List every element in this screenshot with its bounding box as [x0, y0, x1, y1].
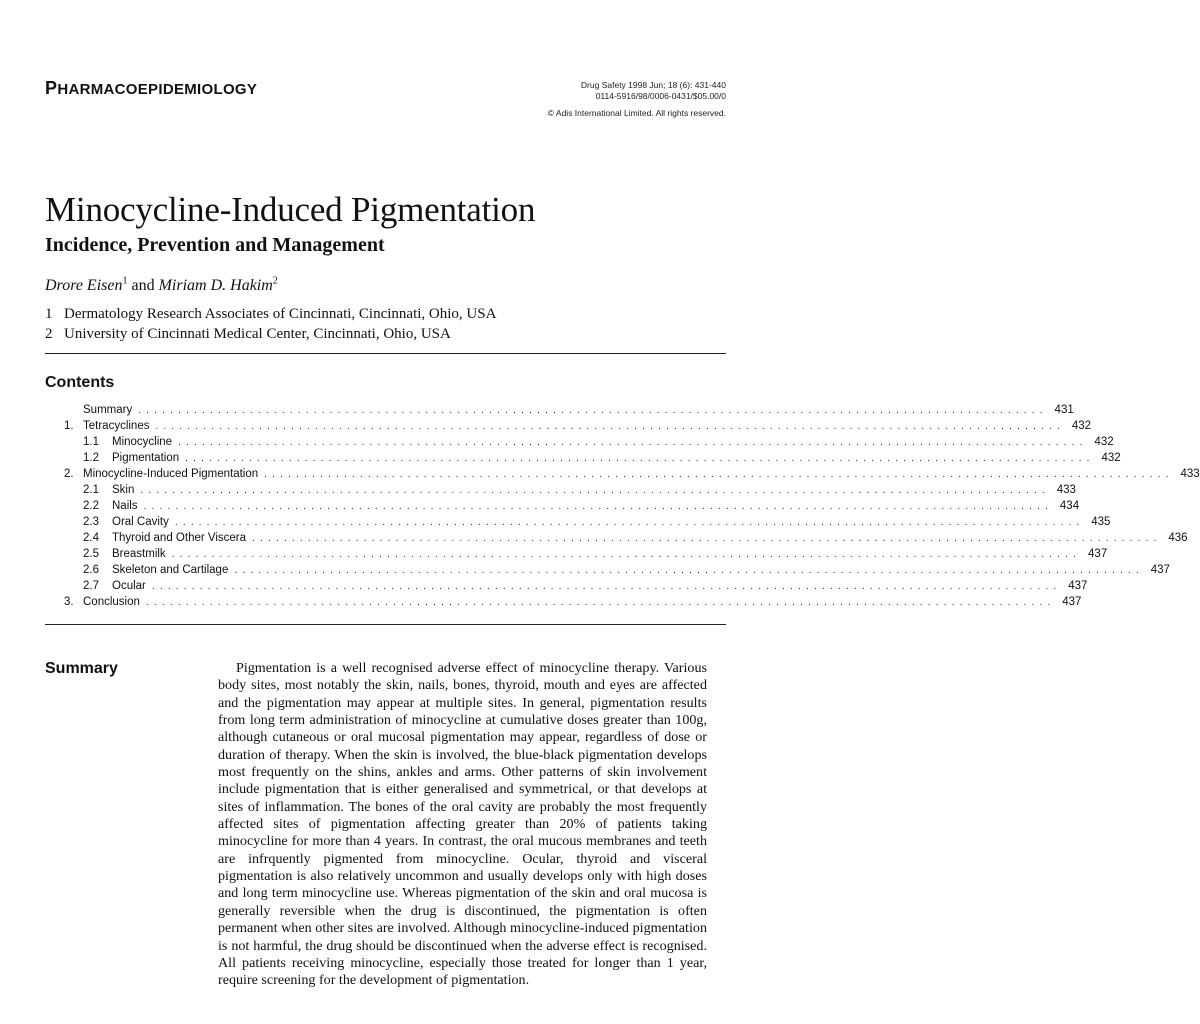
toc-page: 432: [1101, 452, 1121, 464]
affiliation-number: 2: [45, 326, 53, 342]
toc-number: 1.2: [83, 452, 99, 464]
copyright-notice: © Adis International Limited. All rights reserved.: [547, 108, 726, 118]
toc-entry-thyroid[interactable]: [64, 530, 1188, 546]
toc-page: 436: [1168, 532, 1188, 544]
toc-leader: ..................................................................................................................: [174, 517, 1085, 528]
toc-leader: ..................................................................................................................: [155, 421, 1065, 432]
toc-entry-tetracyclines[interactable]: [64, 418, 1091, 434]
toc-number: 2.3: [83, 516, 99, 528]
toc-label: Skin: [112, 484, 135, 496]
toc-entry-summary[interactable]: [64, 402, 1074, 418]
toc-leader: ..................................................................................................................: [178, 437, 1088, 448]
section-initial: P: [45, 78, 58, 98]
toc-number: 1.: [64, 420, 74, 432]
toc-number: 2.5: [83, 548, 99, 560]
toc-label: Pigmentation: [112, 452, 180, 464]
toc-page: 432: [1094, 436, 1114, 448]
toc-leader: ..................................................................................................................: [234, 565, 1144, 576]
summary-paragraph: Pigmentation is a well recognised adverse effect of minocycline therapy. Various body sites, most notably the skin, nails, bones, thyroid, mouth and eyes are affected and the pigmentation may appear at multiple sites. In general, pigmentation results from long term administration of minocycline at cumulative doses greater than 100g, although cutaneous or oral mucosal pigmentation may appear, regardless of dose or duration of therapy. When the skin is involved, the blue-black pigmentation develops most frequently on the shins, ankles and arms. Other patterns of skin involvement include pigmentation that is either generalised and symmetrical, or that develops at sites of inflammation. The bones of the oral cavity are probably the most frequently affected sites of pigmentation affecting greater than 20% of patients taking minocycline for more than 4 years. In contrast, the oral mucous membranes and teeth are infrquently pigmented from minocycline. Ocular, thyroid and visceral pigmentation is also relatively uncommon and usually develops only with high doses and long term minocycline use. Whereas pigmentation of the skin and oral mucosa is generally reversible when the drug is discontinued, the pigmentation is often permanent when other sites are involved. Although minocycline-induced pigmentation is not harmful, the drug should be discontinued when the adverse effect is recognised. All patients receiving minocycline, especially those treated for longer than 1 year, require screening for the development of pigmentation.: [218, 660, 707, 989]
toc-number: 2.2: [83, 500, 99, 512]
author-1-name: Drore Eisen: [45, 277, 123, 294]
toc-leader: ..................................................................................................................: [264, 469, 1174, 480]
toc-leader: ..................................................................................................................: [140, 485, 1050, 496]
toc-page: 437: [1062, 596, 1082, 608]
divider-top: [45, 353, 726, 354]
toc-leader: ..................................................................................................................: [145, 597, 1056, 608]
section-rest: HARMACOEPIDEMIOLOGY: [57, 81, 258, 98]
affiliations: [45, 304, 496, 344]
toc-entry-skeleton[interactable]: [64, 562, 1170, 578]
author-2-name: Miriam D. Hakim: [158, 277, 273, 294]
toc-label: Conclusion: [83, 596, 140, 608]
toc-number: 1.1: [83, 436, 99, 448]
toc-entry-minocycline[interactable]: [64, 434, 1114, 450]
toc-page: 431: [1054, 404, 1074, 416]
citation-block: [548, 80, 726, 119]
affiliation-1: [45, 304, 496, 324]
toc-page: 437: [1088, 548, 1108, 560]
toc-entry-pigmentation[interactable]: [64, 450, 1121, 466]
citation-line-1: Drug Safety 1998 Jun; 18 (6): 431-440: [580, 80, 726, 90]
toc-page: 433: [1180, 468, 1200, 480]
toc-label: Nails: [112, 500, 138, 512]
toc-entry-skin[interactable]: [64, 482, 1076, 498]
divider-bottom: [45, 624, 726, 625]
affiliation-2: [45, 324, 496, 344]
toc-entry-breastmilk[interactable]: [64, 546, 1108, 562]
toc-number: 3.: [64, 596, 74, 608]
toc-leader: ..................................................................................................................: [143, 501, 1054, 512]
toc-label: Minocycline: [112, 436, 173, 448]
toc-leader: ..................................................................................................................: [252, 533, 1162, 544]
toc-entry-oral-cavity[interactable]: [64, 514, 1111, 530]
toc-leader: ..................................................................................................................: [185, 453, 1095, 464]
toc-label: Tetracyclines: [83, 420, 150, 432]
citation-line-2: 0114-5916/98/0006-0431/$05.00/0: [595, 90, 726, 101]
article-subtitle: Incidence, Prevention and Management: [45, 234, 385, 256]
author-1-affil-mark: 1: [122, 275, 128, 287]
toc-label: Ocular: [112, 580, 146, 592]
toc-page: 437: [1068, 580, 1088, 592]
toc-label: Oral Cavity: [112, 516, 169, 528]
toc-number: 2.4: [83, 532, 99, 544]
toc-label: Thyroid and Other Viscera: [112, 532, 247, 544]
contents-heading: Contents: [45, 374, 115, 391]
toc-number: 2.7: [83, 580, 99, 592]
affiliation-number: 1: [45, 306, 53, 322]
author-2-affil-mark: 2: [272, 275, 278, 287]
toc-leader: ..................................................................................................................: [138, 405, 1048, 416]
author-separator: and: [127, 277, 159, 294]
toc-entry-ocular[interactable]: [64, 578, 1088, 594]
toc-page: 432: [1071, 420, 1091, 432]
toc-entry-conclusion[interactable]: [64, 594, 1082, 610]
article-title: Minocycline-Induced Pigmentation: [45, 190, 536, 229]
toc-label: Summary: [83, 404, 133, 416]
toc-number: 2.1: [83, 484, 99, 496]
summary-heading: Summary: [45, 660, 118, 677]
toc-label: Minocycline-Induced Pigmentation: [83, 468, 259, 480]
toc-entry-nails[interactable]: [64, 498, 1080, 514]
toc-page: 435: [1091, 516, 1111, 528]
toc-leader: ..................................................................................................................: [171, 549, 1082, 560]
toc-leader: ..................................................................................................................: [151, 581, 1062, 592]
toc-label: Breastmilk: [112, 548, 166, 560]
toc-number: 2.: [64, 468, 74, 480]
toc-page: 433: [1056, 484, 1076, 496]
affiliation-text: Dermatology Research Associates of Cincinnati, Cincinnati, Ohio, USA: [64, 306, 497, 322]
table-of-contents: [64, 402, 1200, 610]
affiliation-text: University of Cincinnati Medical Center, Cincinnati, Ohio, USA: [64, 326, 451, 342]
journal-section-heading: [45, 78, 257, 99]
toc-label: Skeleton and Cartilage: [112, 564, 229, 576]
author-line: [45, 277, 278, 295]
toc-entry-minocycline-induced-pigmentation[interactable]: [64, 466, 1200, 482]
toc-number: 2.6: [83, 564, 99, 576]
toc-page: 434: [1059, 500, 1080, 512]
toc-page: 437: [1150, 564, 1170, 576]
